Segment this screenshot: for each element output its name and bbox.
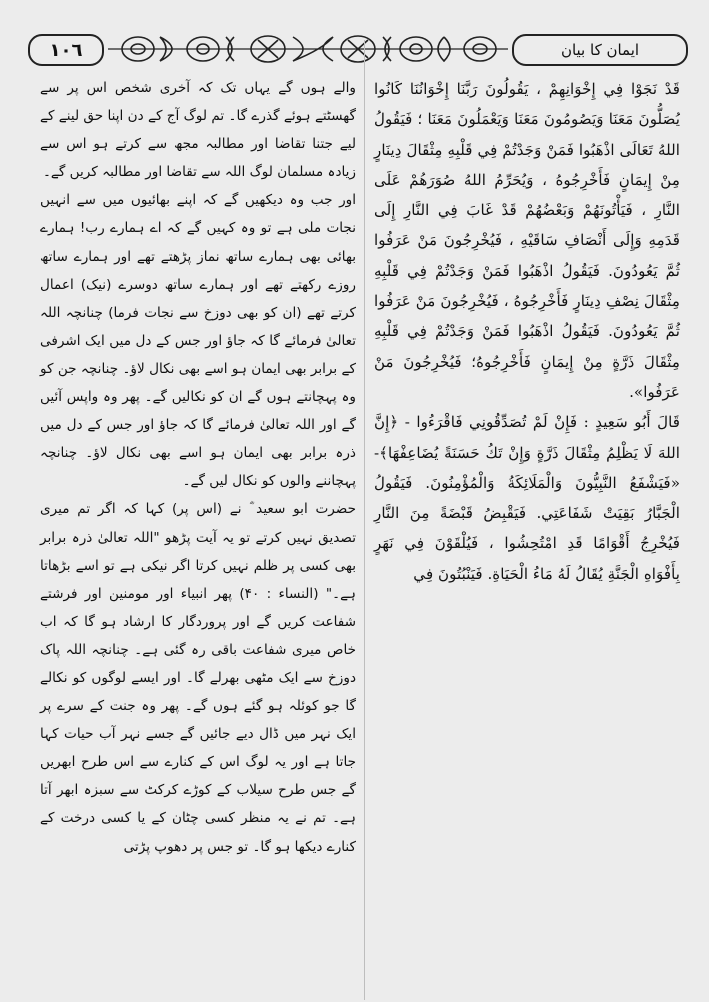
column-divider: [364, 40, 365, 1000]
page-number: ١٠٦: [28, 34, 104, 66]
urdu-paragraph-3: حضرت ابو سعید ؓ نے (اس پر) کہا کہ اگر تم میری تصدیق نہیں کرتے تو یہ آیت پڑھو "اللہ تعالیٰ ذرہ برابر بھی کسی پر ظلم نہیں کرتا اگر نیکی ہے تو اسے بڑھاتا ہے۔" (النساء : ۴۰) پھر انبیاء اور مومنین اور فرشتے شفاعت کریں گے اور پروردگار کا ارشاد ہو گا کہ اب خاص میری شفاعت باقی رہ گئی ہے۔ چنانچہ اللہ پاک دوزخ سے ایک مٹھی بھرلے گا۔ اور ایسے لوگوں کو نکالے گا جو کوئلہ ہو گئے ہوں گے۔ پھر وہ جنت کے سرے پر ایک نہر میں ڈال دیے جائیں گے جسے نہر آب حیات کہا جاتا ہے اور یہ لوگ اس کے کنارے سے اس طرح ابھریں گے جس طرح سیلاب کے کوڑے کرکٹ سے سبزہ ابھر آتا ہے۔ تم نے یہ منظر کسی چٹان کے یا کسی درخت کے کنارے دیکھا ہو گا۔ تو جس پر دھوپ پڑتی: [40, 501, 356, 855]
chapter-title: ایمان کا بیان: [512, 34, 688, 66]
urdu-translation-column: [40, 74, 356, 861]
ornamental-border-icon: [108, 30, 508, 68]
page-header: [28, 30, 688, 70]
arabic-paragraph-1: قَدْ نَجَوْا فِي إِخْوَانِهِمْ ، يَقُولُونَ رَبَّنَا إِخْوَانُنَا كَانُوا يُصَلُّونَ مَعَنَا وَيَصُومُونَ مَعَنَا وَيَعْمَلُونَ مَعَنَا ؛ فَيَقُولُ اللهُ تَعَالَى اذْهَبُوا فَمَنْ وَجَدْتُمْ فِي قَلْبِهِ مِثْقَالَ دِينَارٍ مِنْ إِيمَانٍ فَأَخْرِجُوهُ ، وَيُحَرِّمُ اللهُ صُوَرَهُمْ عَلَى النَّارِ ، فَيَأْتُونَهُمْ وَبَعْضُهُمْ قَدْ غَابَ فِي النَّارِ إِلَى قَدَمِهِ وَإِلَى أَنْصَافِ سَاقَيْهِ ، فَيُخْرِجُونَ مَنْ عَرَفُوا ثُمَّ يَعُودُونَ. فَيَقُولُ اذْهَبُوا فَمَنْ وَجَدْتُمْ فِي قَلْبِهِ مِثْقَالَ نِصْفِ دِينَارٍ فَأَخْرِجُوهُ ، فَيُخْرِجُونَ مَنْ عَرَفُوا ثُمَّ يَعُودُونَ. فَيَقُولُ اذْهَبُوا فَمَنْ وَجَدْتُمْ فِي قَلْبِهِ مِثْقَالَ ذَرَّةٍ مِنْ إِيمَانٍ فَأَخْرِجُوهُ؛ فَيُخْرِجُونَ مَنْ عَرَفُوا».: [374, 80, 680, 401]
urdu-paragraph-2: اور جب وہ دیکھیں گے کہ اپنے بھائیوں میں سے انہیں نجات ملی ہے تو وہ کہیں گے کہ اے ہمارے رب! ہمارے بھائی بھی ہمارے ساتھ نماز پڑھتے تھے اور ہمارے ساتھ روزے رکھتے تھے اور ہمارے ساتھ دوسرے (نیک) اعمال کرتے تھے (ان کو بھی دوزخ سے نجات فرما) چنانچہ اللہ تعالیٰ فرمائے گا کہ جاؤ اور جس کے دل میں ایک اشرفی کے برابر بھی ایمان ہو اسے بھی نکال لاؤ۔ چنانچہ جن کو وہ پہچانتے ہوں گے ان کو نکالیں گے۔ پھر وہ واپس آئیں گے اور اللہ تعالیٰ فرمائے گا کہ جاؤ اور جس کے دل میں ذرہ برابر بھی ایمان ہو اسے بھی نکال لاؤ۔ چنانچہ پہچاننے والوں کو نکال لیں گے۔: [40, 192, 356, 490]
arabic-text-column: [374, 74, 680, 589]
arabic-paragraph-2: قَالَ أَبُو سَعِيدٍ : فَإِنْ لَمْ تُصَدِّقُونِي فَاقْرَءُوا - ﴿إِنَّ اللهَ لَا يَظْلِمُ مِثْقَالَ ذَرَّةٍ وَإِنْ تَكُ حَسَنَةً يُضَاعِفْهَا﴾- «فَيَشْفَعُ النَّبِيُّونَ وَالْمَلَائِكَةُ وَالْمُؤْمِنُونَ. فَيَقُولُ الْجَبَّارُ بَقِيَتْ شَفَاعَتِي. فَيَقْبِضُ قَبْضَةً مِنَ النَّارِ فَيُخْرِجُ أَقْوَامًا قَدِ امْتُحِشُوا ، فَيُلْقَوْنَ فِي نَهَرٍ بِأَفْوَاهِ الْجَنَّةِ يُقَالُ لَهُ مَاءُ الْحَيَاةِ. فَيَنْبُتُونَ فِي: [374, 413, 680, 583]
urdu-paragraph-1: والے ہوں گے یہاں تک کہ آخری شخص اس پر سے گھسٹتے ہوئے گذرے گا۔ تم لوگ آج کے دن اپنا حق لینے کے لیے جتنا تقاضا اور مطالبہ مجھ سے کرتے ہو اس سے زیادہ مسلمان لوگ اللہ سے تقاضا اور مطالبہ کریں گے۔: [40, 80, 356, 181]
